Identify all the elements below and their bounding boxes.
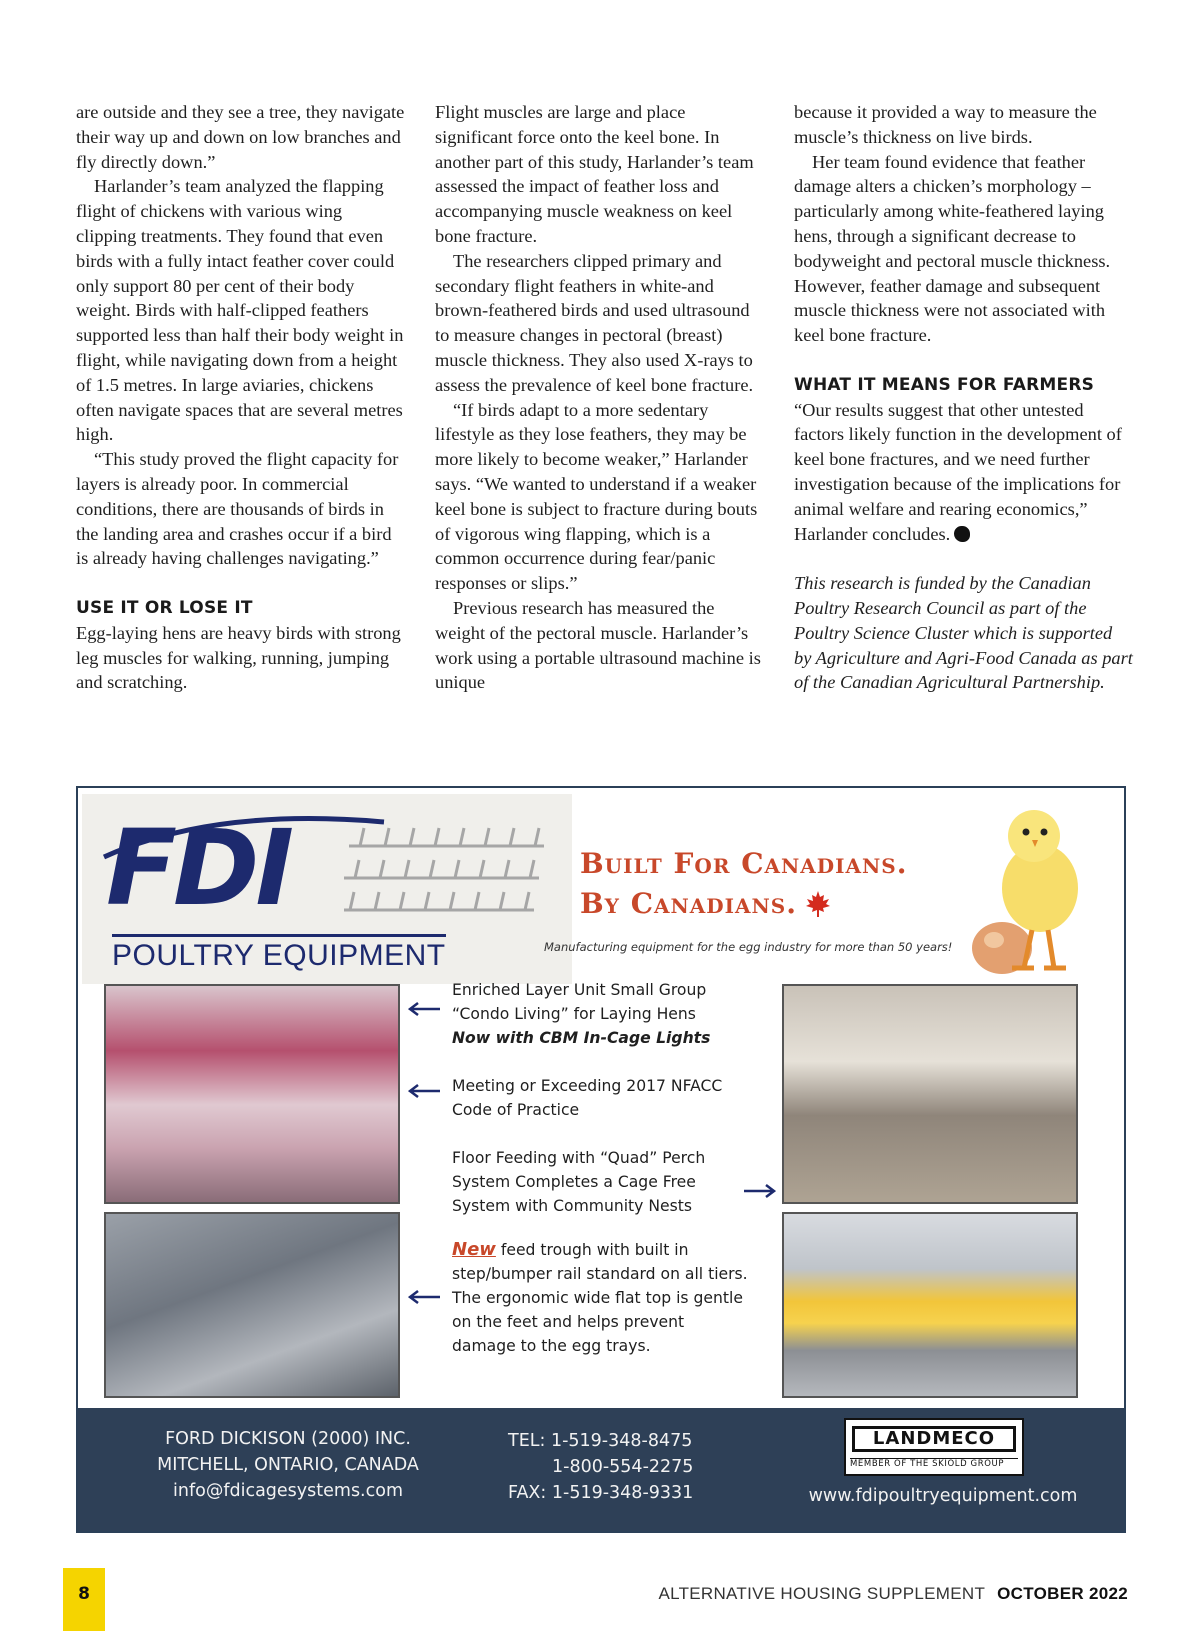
- company-location: MITCHELL, ONTARIO, CANADA: [157, 1455, 419, 1475]
- website-link[interactable]: www.fdipoultryequipment.com: [808, 1486, 1078, 1506]
- page-number: 8: [78, 1584, 90, 1604]
- feed-trough-photo: [104, 1212, 400, 1398]
- feature-text: feed trough with built in step/bumper rail standard on all tiers. The ergonomic wide flat top is gentle on the feet and helps prevent damage to the egg trays.: [452, 1241, 748, 1355]
- paragraph: Her team found evidence that feather damage alters a chicken’s morphology – particularly among white-feathered laying hens, through a significant decrease to bodyweight and pectoral muscle thickness. However, feather damage and subsequent muscle thickness were not associated with keel bone fracture.: [794, 151, 1111, 346]
- logo-subtitle: POULTRY EQUIPMENT: [112, 934, 446, 973]
- feature-feed-trough: [452, 1238, 752, 1358]
- feature-line: Enriched Layer Unit Small Group: [452, 981, 707, 999]
- new-badge: New: [452, 1239, 496, 1260]
- article-column-3: [794, 100, 1134, 695]
- paragraph: are outside and they see a tree, they navigate their way up and down on low branches and fly directly down.”: [76, 102, 405, 172]
- funding-credit: This research is funded by the Canadian Poultry Research Council as part of the Poultry Science Cluster which is supported by Agriculture and Agri-Food Canada as part of the Canadian Agricultural Partnership.: [794, 573, 1133, 693]
- article-column-1: [76, 100, 406, 695]
- company-name: FORD DICKISON (2000) INC.: [165, 1429, 411, 1449]
- ad-tagline: [580, 844, 908, 924]
- feature-highlight: Now with CBM In-Cage Lights: [452, 1029, 711, 1047]
- paragraph: The researchers clipped primary and secondary flight feathers in white-and brown-feathered birds and used ultrasound to measure changes in pectoral (breast) muscle thickness. They also used X-rays to assess the prevalence of keel bone fracture.: [435, 250, 754, 395]
- paragraph: Previous research has measured the weight of the pectoral muscle. Harlander’s work using a portable ultrasound machine is unique: [435, 597, 761, 693]
- publication-footer: [658, 1584, 1128, 1604]
- fdi-logo: [82, 794, 572, 984]
- company-email[interactable]: info@fdicagesystems.com: [173, 1481, 403, 1501]
- maple-leaf-icon: [803, 889, 833, 919]
- issue-date: OCTOBER 2022: [997, 1584, 1128, 1603]
- logo-grid-icon: [344, 826, 554, 926]
- partner-wordmark: LANDMECO: [852, 1426, 1016, 1452]
- paragraph: “This study proved the flight capacity for layers is already poor. In commercial conditions, there are thousands of birds in the landing area and crashes occur if a bird is already having challenges navigating.”: [76, 449, 399, 569]
- company-address: [98, 1426, 478, 1504]
- layer-unit-photo: [104, 984, 400, 1204]
- phone-numbers: [508, 1428, 693, 1506]
- section-heading: WHAT IT MEANS FOR FARMERS: [794, 374, 1095, 395]
- end-mark-icon: [954, 526, 970, 542]
- cage-free-system-photo: [782, 1212, 1078, 1398]
- floor-feeding-photo: [782, 984, 1078, 1204]
- feature-line: “Condo Living” for Laying Hens: [452, 1005, 696, 1023]
- ad-contact-bar: [78, 1408, 1126, 1533]
- paragraph-text: “Our results suggest that other untested factors likely function in the development of keel bone fractures, and we need further investigation because of the implications for animal welfare and rearing economics,” Harlander concludes.: [794, 399, 1122, 544]
- tagline-line-1: Built For Canadians.: [580, 847, 908, 880]
- tagline-text: By Canadians.: [580, 887, 797, 920]
- landmeco-logo: [844, 1418, 1024, 1476]
- arrow-left-icon: [408, 1084, 442, 1098]
- paragraph: Egg-laying hens are heavy birds with strong leg muscles for walking, running, jumping and scratching.: [76, 622, 401, 693]
- partner-subtitle: MEMBER OF THE SKIOLD GROUP: [850, 1458, 1018, 1469]
- paragraph: “If birds adapt to a more sedentary lifestyle as they lose feathers, they may be more likely to become weaker,” Harlander says. “We wanted to understand if a weaker keel bone is subject to fracture during bouts of vigorous wing flapping, which is a common occurrence during fear/panic responses or slips.”: [435, 399, 758, 594]
- article-column-2: [435, 100, 765, 695]
- paragraph: Harlander’s team analyzed the flapping flight of chickens with various wing clipping treatments. They found that even birds with a fully intact feather cover could only support 80 per cent of their body weight. Birds with half-clipped feathers supported less than half their body weight in flight, while navigating down from a height of 1.5 metres. In large aviaries, chickens often navigate spaces that are several metres high.: [76, 176, 404, 445]
- section-heading: USE IT OR LOSE IT: [76, 597, 253, 618]
- paragraph: [794, 398, 1134, 547]
- feature-layer-unit: [452, 978, 752, 1050]
- logo-wordmark: FDI: [106, 807, 291, 929]
- ad-subtagline: Manufacturing equipment for the egg industry for more than 50 years!: [544, 940, 953, 954]
- arrow-left-icon: [408, 1290, 442, 1304]
- feature-nfacc: Meeting or Exceeding 2017 NFACC Code of Practice: [452, 1077, 723, 1119]
- toll-free[interactable]: 1-800-554-2275: [552, 1457, 694, 1477]
- publication-name: ALTERNATIVE HOUSING SUPPLEMENT: [658, 1584, 986, 1603]
- telephone[interactable]: TEL: 1-519-348-8475: [508, 1431, 693, 1451]
- fax: FAX: 1-519-348-9331: [508, 1483, 694, 1503]
- fdi-advertisement[interactable]: [76, 786, 1126, 1533]
- arrow-left-icon: [408, 1002, 442, 1016]
- feature-floor-feeding: Floor Feeding with “Quad” Perch System Completes a Cage Free System with Community Nests: [452, 1149, 706, 1215]
- tagline-line-2: [580, 884, 908, 924]
- chick-on-egg-icon: [962, 798, 1092, 978]
- paragraph: because it provided a way to measure the muscle’s thickness on live birds.: [794, 102, 1097, 147]
- paragraph: Flight muscles are large and place significant force onto the keel bone. In another part of this study, Harlander’s team assessed the impact of feather loss and accompanying muscle weakness on keel bone fracture.: [435, 102, 754, 246]
